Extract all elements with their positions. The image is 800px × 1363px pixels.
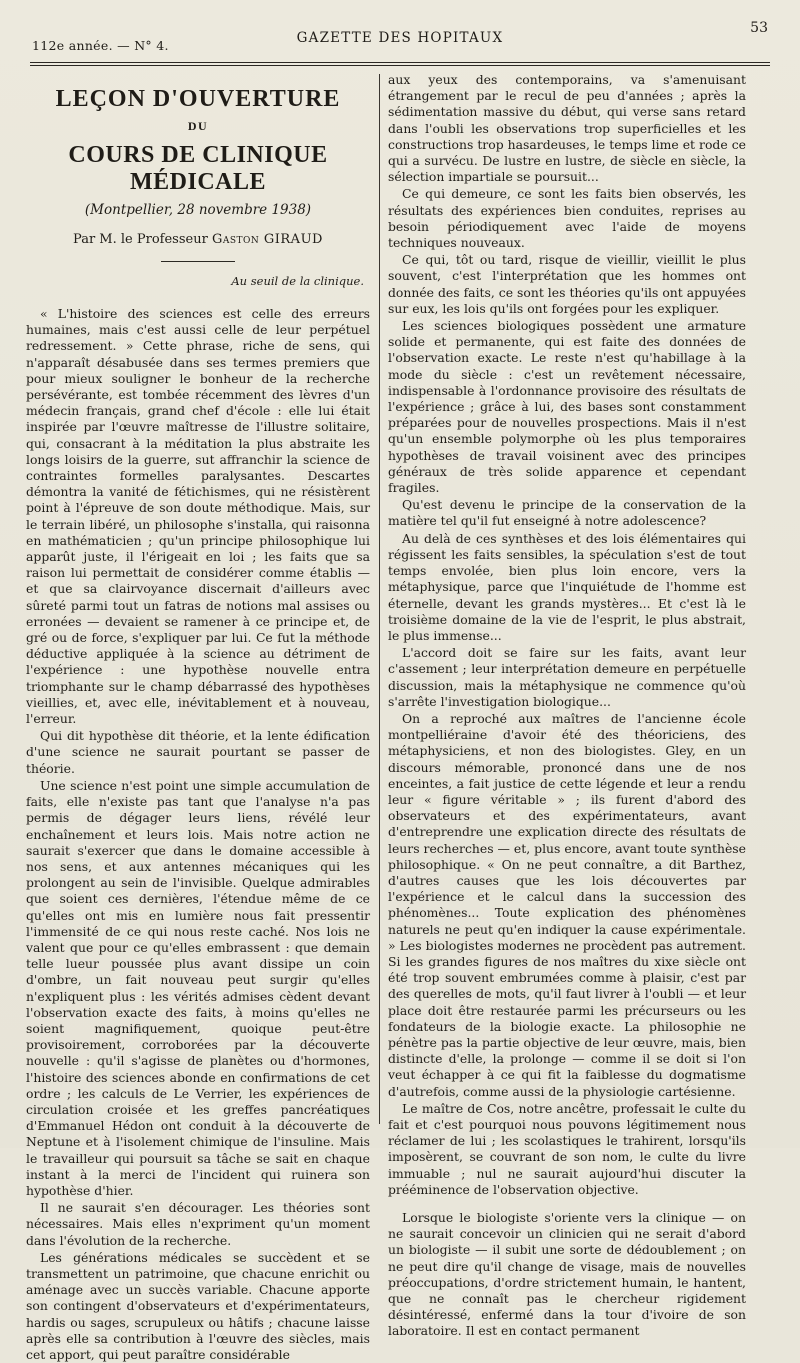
paragraph: Au delà de ces synthèses et des lois élémentaires qui régissent les faits sensibles, la spéculation s'est de tout temps envolée, bien plus loin encore, vers la métaphysique, parce que l'inquiétude de l'homme est éternelle, devant les grands mystères... Et c'est là le troisième domaine de la vie de l'esprit, le plus abstrait, le plus immense... xyxy=(388,530,746,643)
author-name: Gaston GIRAUD xyxy=(211,232,323,247)
gazette-title: GAZETTE DES HOPITAUX xyxy=(296,30,504,46)
title-rule xyxy=(161,261,235,262)
author-line xyxy=(26,232,370,247)
paragraph: Qui dit hypothèse dit théorie, et la lente édification d'une science ne saurait pourtant se passer de théorie. xyxy=(26,728,370,776)
column-divider xyxy=(379,74,380,1124)
paragraph: On a reproché aux maîtres de l'ancienne école montpelliéraine d'avoir été des théoriciens, des métaphysiciens, et non des biologistes. Gley, en un discours mémorable, prononcé dans une de nos enceintes, a fait justice de cette légende et leur a rendu leur « figure véritable » ; ils furent d'abord des observateurs et des expérimentateurs, avant d'entreprendre une explication directe des résultats de leurs recherches — et, plus encore, avant toute synthèse philosophique. « On ne peut connaître, a dit Barthez, d'autres causes que les lois découvertes par l'expérience et le calcul dans la succession des phénomènes... Toute explication des phénomènes naturels ne peut qu'en indiquer la cause expérimentale. » Les biologistes modernes ne procèdent pas autrement. Si les grandes figures de nos maîtres du xixe siècle ont été trop souvent embrumées comme à plaisir, c'est par des querelles de mots, qu'il faut livrer à l'oubli — et leur place doit être restaurée parmi les précurseurs ou les fondateurs de la biologie exacte. La philosophie ne pénètre pas la partie objective de leur œuvre, mais, bien distincte d'elle, la prolonge — comme il se doit si l'on veut échapper à ce qui fit la faiblesse du dogmatisme d'autrefois, comme aussi de la physiologie cartésienne. xyxy=(388,710,746,1099)
paragraph: Qu'est devenu le principe de la conservation de la matière tel qu'il fut enseigné à notre adolescence? xyxy=(388,497,746,529)
paragraph: aux yeux des contemporains, va s'amenuisant étrangement par le recul de peu d'années ; après la sédimentation massive du début, qui verse sans retard dans l'oubli les observations trop superficielles et les constructions trop hasardeuses, le temps lime et rode ce qui a survécu. De lustre en lustre, de siècle en siècle, la sélection impartiale se poursuit... xyxy=(388,72,746,185)
title-line-1: LEÇON D'OUVERTURE xyxy=(55,86,341,112)
issue-label: 112e année. — N° 4. xyxy=(32,38,169,53)
paragraph: Les générations médicales se succèdent et se transmettent un patrimoine, que chacune enrichit ou aménage avec un succès variable. Chacune apporte son contingent d'observateurs et d'expérimentateurs, hardis ou sages, scrupuleux ou hâtifs ; chacune laisse après elle sa contribution à l'œuvre des siècles, mais cet apport, qui peut paraître considérable xyxy=(26,1249,370,1362)
paragraph: Ce qui demeure, ce sont les faits bien observés, les résultats des expériences bien conduites, reprises au besoin périodiquement avec l'aide de moyens techniques nouveaux. xyxy=(388,186,746,251)
page-header xyxy=(30,20,770,60)
title-line-2: DU xyxy=(187,119,209,133)
left-column-text xyxy=(26,306,370,1363)
paragraph: Ce qui, tôt ou tard, risque de vieillir, vieillit le plus souvent, c'est l'interprétation que les hommes ont donnée des faits, ce sont les théories qu'ils ont appuyées sur eux, les lois qu'ils ont forgées pour les expliquer. xyxy=(388,252,746,316)
epigraph: Au seuil de la clinique. xyxy=(231,274,364,288)
title-line-3: COURS DE CLINIQUE MÉDICALE xyxy=(68,142,328,195)
paragraph: Il ne saurait s'en décourager. Les théories sont nécessaires. Mais elles n'expriment qu'un moment dans l'évolution de la recherche. xyxy=(26,1200,370,1248)
paragraph: « L'histoire des sciences est celle des erreurs humaines, mais c'est aussi celle de leur perpétuel redressement. » Cette phrase, riche de sens, qui n'apparaît désabusée dans ses termes premiers que pour mieux souligner le bonheur de la recherche persévérante, est tombée récemment des lèvres d'un médecin français, grand chef d'école : elle lui était inspirée par l'œuvre maîtresse de l'illustre solitaire, qui, consacrant à la méditation la plus abstraite les longs loisirs de la guerre, sut affranchir la science de contraintes formelles paralysantes. Descartes démontra la vanité de fétichismes, qui ne résistèrent point à l'épreuve de son doute méthodique. Mais, sur le terrain libéré, un philosophe s'installa, qui raisonna en mathématicien ; qu'un principe philosophique lui apparût juste, il l'érigeait en loi ; les faits que sa raison lui permettait de considérer comme établis — et que sa clairvoyance discernait d'ailleurs avec sûreté parmi tout un fatras de notions mal assises ou erronées — devaient se ramener à ce principe et, de gré ou de force, s'expliquer par lui. Ce fut la méthode déductive appliquée à la science au détriment de l'expérience : une hypothèse nouvelle entra triomphante sur le champ débarrassé des hypothèses vieillies, et, avec elle, inévitablement et à nouveau, l'erreur. xyxy=(26,306,370,727)
author-prefix: Par M. le Professeur xyxy=(73,232,208,247)
right-column-text xyxy=(388,72,746,1340)
page-number: 53 xyxy=(750,20,768,36)
right-column xyxy=(388,72,746,1339)
paragraph: Les sciences biologiques possèdent une armature solide et permanente, qui est faite des données de l'observation exacte. Le reste n'est qu'habillage à la mode du siècle : c'est un revêtement nécessaire, indispensable à l'ordonnance provisoire des résultats de l'expérience ; grâce à lui, des bases sont constamment préparées pour de nouvelles prospections. Mais il n'est qu'un ensemble polymorphe où les plus temporaires hypothèses de travail voisinent avec des principes généraux de très solide apparence et cependant fragiles. xyxy=(388,318,746,496)
paragraph: Lorsque le biologiste s'oriente vers la clinique — on ne saurait concevoir un clinicien qui ne serait d'abord un biologiste — il subit une sorte de dédoublement ; on ne peut dire qu'il change de visage, mais de nouvelles préoccupations, d'ordre strictement humain, le hantent, que ne connaît pas le chercheur rigidement désintéressé, enfermé dans la tour d'ivoire de son laboratoire. Il est en contact permanent xyxy=(388,1210,746,1339)
article-heading xyxy=(26,72,370,262)
header-rule-secondary xyxy=(30,65,770,66)
place-date: (Montpellier, 28 novembre 1938) xyxy=(84,202,312,218)
header-rule xyxy=(30,62,770,63)
left-column xyxy=(26,72,370,1362)
paragraph: L'accord doit se faire sur les faits, avant leur c'assement ; leur interprétation demeure en perpétuelle discussion, mais la métaphysique ne commence qu'où s'arrête l'investigation biologique... xyxy=(388,645,746,709)
paragraph: Le maître de Cos, notre ancêtre, professait le culte du fait et c'est pourquoi nous pouvons légitimement nous réclamer de lui ; les scolastiques le trahirent, lorsqu'ils imposèrent, se couvrant de son nom, le culte du livre immuable ; nul ne saurait aujourd'hui discuter la prééminence de l'observation objective. xyxy=(388,1100,746,1197)
paragraph: Une science n'est point une simple accumulation de faits, elle n'existe pas tant que l'analyse n'a pas permis de dégager leurs liens, révélé leur enchaînement et leurs lois. Mais notre action ne saurait s'exercer que dans le domaine accessible à nos sens, et aux antennes mécaniques qui les prolongent au sein de l'invisible. Quelque admirables que soient ces dernières, l'étendue même de ce qu'elles ont mis en lumière nous fait pressentir l'immensité de ce qui nous reste caché. Nos lois ne valent que pour ce qu'elles embrassent : que demain telle lueur poussée plus avant dissipe un coin d'ombre, un fait nouveau peut surgir qu'elles n'expliquent plus : les vérités admises cèdent devant l'observation exacte des faits, à moins qu'elles ne soient magnifiquement, quoique peut-être provisoirement, corroborées par la découverte nouvelle : qu'il s'agisse de planètes ou d'hormones, l'histoire des sciences abonde en confirmations de cet ordre ; les calculs de Le Verrier, les expériences de circulation croisée et les greffes pancréatiques d'Emmanuel Hédon ont conduit à la découverte de Neptune et à l'isolement chimique de l'insuline. Mais le travailleur qui poursuit sa tâche se sait en chaque instant à la merci de l'incident qui ruinera son hypothèse d'hier. xyxy=(26,777,370,1198)
